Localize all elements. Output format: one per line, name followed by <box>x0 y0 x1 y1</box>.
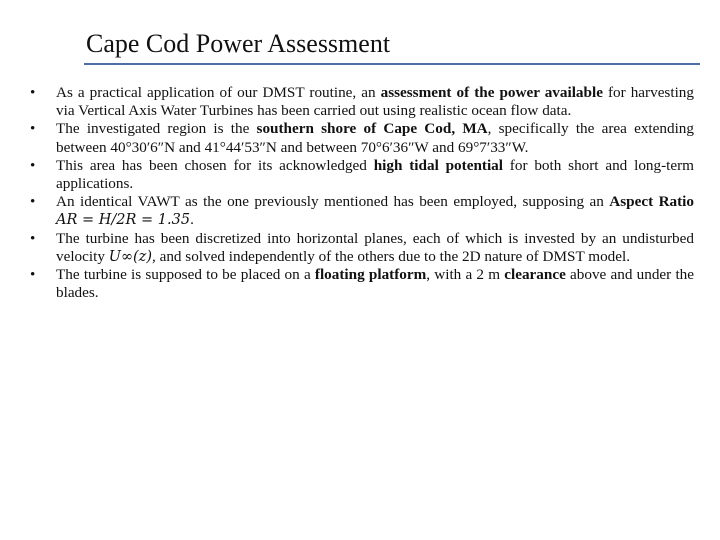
bullet-bold-text: assessment of the power available <box>380 84 603 101</box>
bullet-text: This area has been chosen for its acknowledged <box>56 156 374 174</box>
bullet-dot-icon: • <box>30 266 36 284</box>
bullet-text: The turbine is supposed to be placed on a <box>56 266 315 284</box>
slide-title: Cape Cod Power Assessment <box>86 29 391 58</box>
bullet-item-2 <box>30 120 694 156</box>
bullet-text: An identical VAWT as the one previously mentioned has been employed, supposing an <box>56 193 610 211</box>
bullet-item-4 <box>30 193 694 229</box>
bullet-text: , specifically the area extending between 40°30′6″N and 41°44′53″N and between 70°6′36″W and 69°7′33″W. <box>56 120 694 156</box>
bullet-bold-text: southern shore of Cape Cod, MA <box>256 120 488 138</box>
math-formula: AR = H/2R = 1.35 <box>56 212 191 229</box>
bullet-text: As a practical application of our DMST routine, an <box>56 84 381 101</box>
bullet-text: for harvesting via Vertical Axis Water Turbines has been carried out using realistic ocean flow data. <box>56 84 694 120</box>
bullet-bold-text: Aspect Ratio <box>609 193 694 211</box>
bullet-item-3 <box>30 157 694 193</box>
title-underline <box>84 63 700 65</box>
bullet-text: , with a 2 m <box>426 266 505 284</box>
bullet-dot-icon: • <box>30 84 36 101</box>
bullet-text: for both short and long-term applications. <box>56 156 694 193</box>
bullet-list <box>30 84 694 302</box>
bullet-bold-text: floating platform <box>314 266 427 284</box>
bullet-text: . <box>190 211 194 229</box>
bullet-item-5 <box>30 230 694 266</box>
bullet-dot-icon: • <box>30 193 36 211</box>
math-formula: U∞(z) <box>108 248 152 265</box>
bullet-bold-text: high tidal potential <box>373 156 503 174</box>
bullet-item-6 <box>30 266 694 302</box>
bullet-text: above and under the blades. <box>56 266 694 302</box>
bullet-dot-icon: • <box>30 229 36 247</box>
bullet-text: The investigated region is the <box>56 120 257 138</box>
bullet-item-1 <box>30 84 694 120</box>
bullet-dot-icon: • <box>30 156 36 174</box>
bullet-text: The turbine has been discretized into horizontal planes, each of which is invested by an undisturbed velocity <box>56 229 694 265</box>
bullet-bold-text: clearance <box>504 266 566 284</box>
bullet-text: , and solved independently of the others due to the 2D nature of DMST model. <box>151 247 631 265</box>
bullet-dot-icon: • <box>30 120 36 138</box>
